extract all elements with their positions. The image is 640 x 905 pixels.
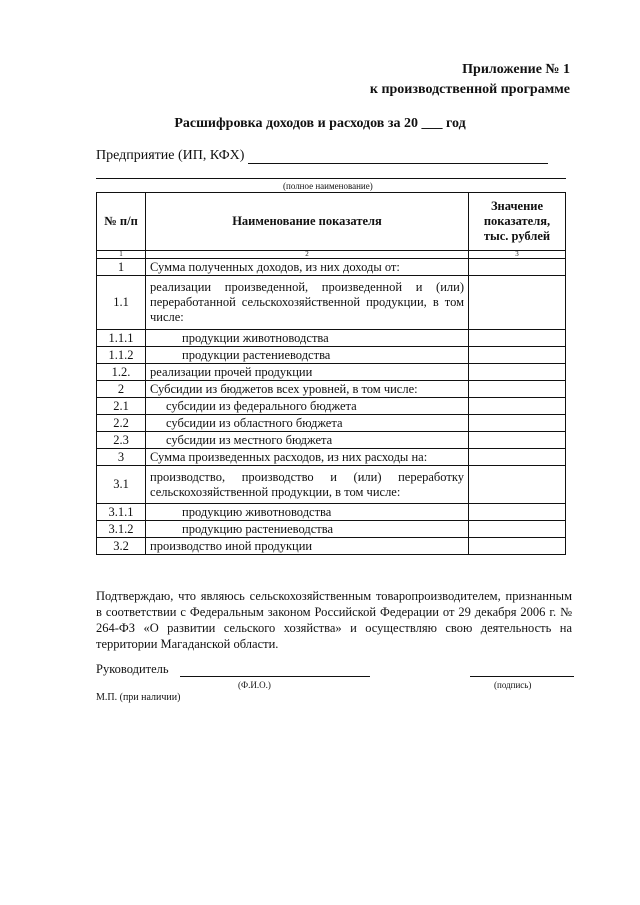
- document-title: Расшифровка доходов и расходов за 20 ___ год: [174, 116, 466, 131]
- row-value[interactable]: [469, 364, 566, 381]
- row-number: 1.1.1: [97, 330, 146, 347]
- row-name: производство, производство и (или) переработку сельскохозяйственной продукции, в том числе:: [146, 466, 469, 504]
- table-row: [97, 259, 566, 276]
- appendix-header: [370, 60, 570, 100]
- row-number: 1: [97, 259, 146, 276]
- enterprise-input-line: [248, 149, 548, 164]
- fio-hint: (Ф.И.О.): [238, 680, 271, 690]
- row-name: реализации произведенной, произведенной и (или) переработанной сельскохозяйственной продукции, в том числе:: [146, 276, 469, 330]
- row-value[interactable]: [469, 521, 566, 538]
- col-number-1: 1: [97, 251, 146, 259]
- row-number: 1.1.2: [97, 347, 146, 364]
- row-value[interactable]: [469, 276, 566, 330]
- row-name: продукции растениеводства: [146, 347, 469, 364]
- table-row: [97, 415, 566, 432]
- appendix-line1: Приложение № 1: [462, 62, 570, 77]
- row-number: 3: [97, 449, 146, 466]
- row-value[interactable]: [469, 330, 566, 347]
- enterprise-field: [96, 148, 566, 164]
- table-row: [97, 521, 566, 538]
- row-value[interactable]: [469, 347, 566, 364]
- row-value[interactable]: [469, 381, 566, 398]
- table-row: [97, 330, 566, 347]
- table-row: [97, 276, 566, 330]
- table-row: [97, 449, 566, 466]
- fio-line: [180, 676, 370, 677]
- row-value[interactable]: [469, 538, 566, 555]
- enterprise-hint: (полное наименование): [283, 181, 373, 191]
- row-number: 2.1: [97, 398, 146, 415]
- row-number: 3.1.1: [97, 504, 146, 521]
- sign-hint: (подпись): [494, 680, 532, 690]
- appendix-line2: к производственной программе: [369, 82, 570, 97]
- table-header-row: [97, 193, 566, 251]
- table-row: [97, 364, 566, 381]
- row-value[interactable]: [469, 504, 566, 521]
- table-row: [97, 347, 566, 364]
- row-name: Сумма произведенных расходов, из них расходы на:: [146, 449, 469, 466]
- stamp-note: М.П. (при наличии): [96, 692, 181, 703]
- row-number: 2: [97, 381, 146, 398]
- col-number-3: 3: [469, 251, 566, 259]
- header-number: № п/п: [97, 193, 146, 251]
- enterprise-input-line-2: [96, 178, 566, 179]
- row-name: субсидии из областного бюджета: [146, 415, 469, 432]
- table-row: [97, 398, 566, 415]
- row-number: 1.2.: [97, 364, 146, 381]
- table-row: [97, 504, 566, 521]
- row-value[interactable]: [469, 259, 566, 276]
- header-name: Наименование показателя: [146, 193, 469, 251]
- table-row: [97, 538, 566, 555]
- enterprise-label: Предприятие (ИП, КФХ): [96, 148, 245, 163]
- signature-line: [470, 676, 574, 677]
- row-value[interactable]: [469, 415, 566, 432]
- row-number: 2.3: [97, 432, 146, 449]
- row-name: продукцию растениеводства: [146, 521, 469, 538]
- row-name: Сумма полученных доходов, из них доходы от:: [146, 259, 469, 276]
- row-value[interactable]: [469, 432, 566, 449]
- row-name: производство иной продукции: [146, 538, 469, 555]
- column-number-row: [97, 251, 566, 259]
- col-number-2: 2: [146, 251, 469, 259]
- row-number: 3.1.2: [97, 521, 146, 538]
- row-name: субсидии из местного бюджета: [146, 432, 469, 449]
- table-row: [97, 432, 566, 449]
- row-value[interactable]: [469, 449, 566, 466]
- row-name: реализации прочей продукции: [146, 364, 469, 381]
- row-value[interactable]: [469, 398, 566, 415]
- table-row: [97, 381, 566, 398]
- header-value: Значение показателя, тыс. рублей: [469, 193, 566, 251]
- row-number: 3.2: [97, 538, 146, 555]
- head-label: Руководитель: [96, 662, 169, 676]
- row-name: Субсидии из бюджетов всех уровней, в том числе:: [146, 381, 469, 398]
- row-name: продукции животноводства: [146, 330, 469, 347]
- row-value[interactable]: [469, 466, 566, 504]
- row-name: продукцию животноводства: [146, 504, 469, 521]
- row-name: субсидии из федерального бюджета: [146, 398, 469, 415]
- confirmation-text: Подтверждаю, что являюсь сельскохозяйственным товаропроизводителем, признанным в соответствии с Федеральным законом Российской Федерации от 29 декабря 2006 г. № 264-ФЗ «О развитии сельского хозяйства» и осуществляю свою деятельность на территории Магаданской области.: [96, 589, 572, 651]
- row-number: 3.1: [97, 466, 146, 504]
- table-row: [97, 466, 566, 504]
- income-expense-table: [96, 192, 566, 555]
- row-number: 1.1: [97, 276, 146, 330]
- row-number: 2.2: [97, 415, 146, 432]
